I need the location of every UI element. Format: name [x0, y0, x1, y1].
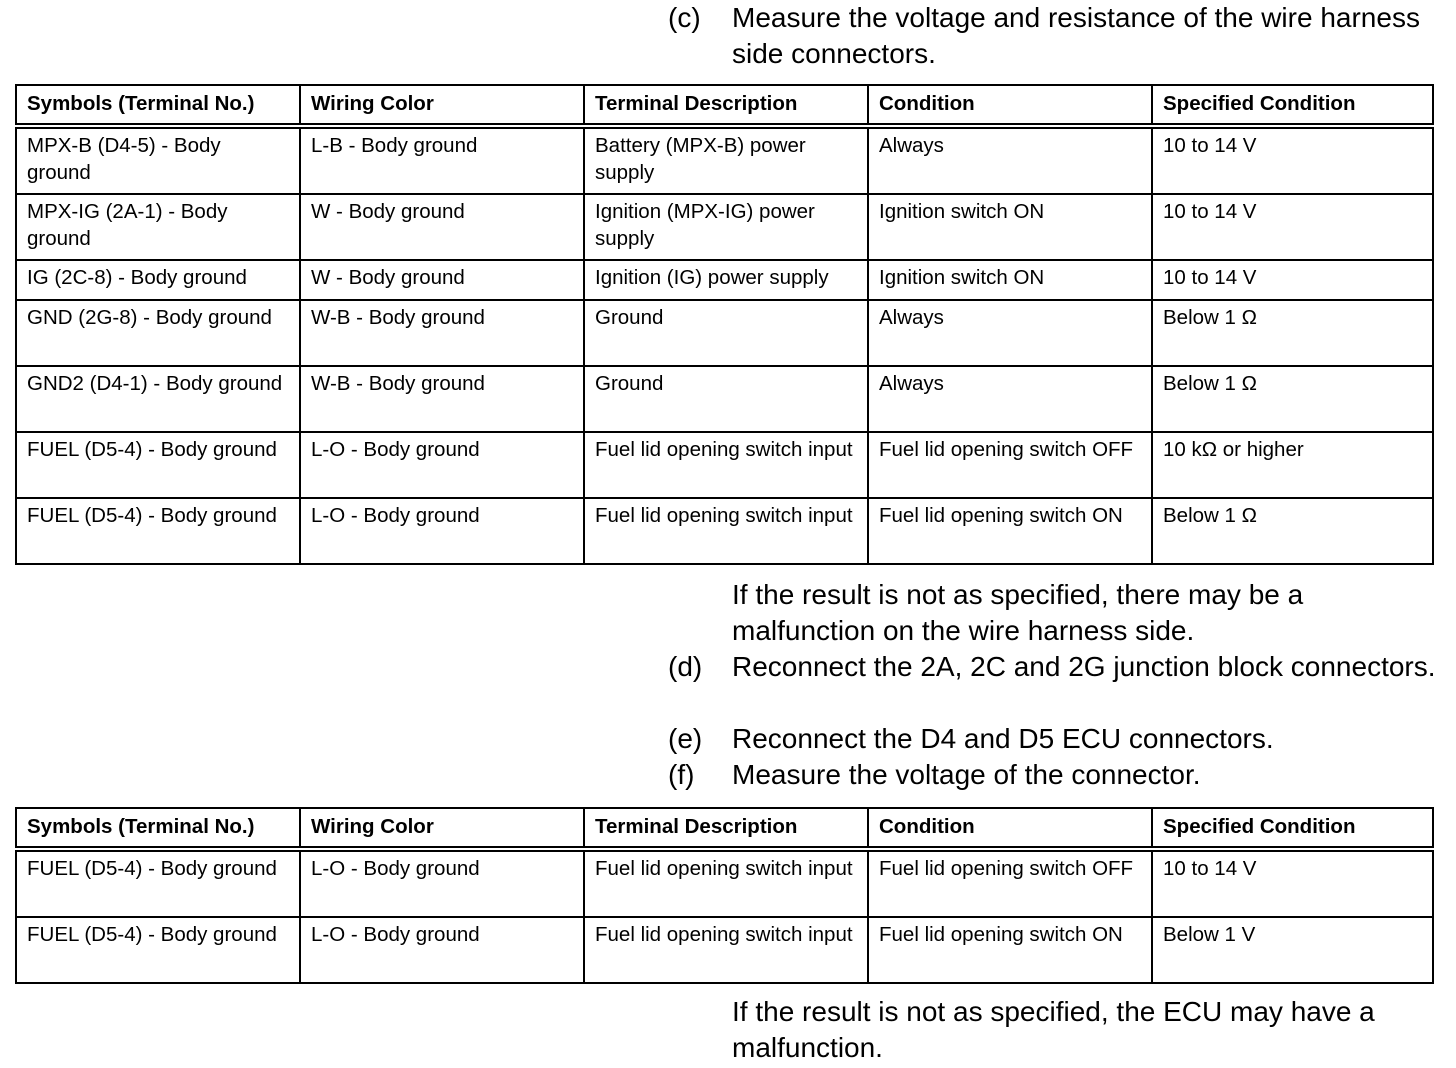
table-row [16, 260, 1433, 300]
step-d [668, 649, 1438, 685]
header-terminal-description: Terminal Description [584, 808, 868, 849]
cell-wiring-color: L-O - Body ground [300, 498, 584, 564]
cell-symbols: FUEL (D5-4) - Body ground [16, 917, 300, 983]
cell-specified-condition: Below 1 Ω [1152, 366, 1433, 432]
header-terminal-description: Terminal Description [584, 85, 868, 126]
cell-symbols: FUEL (D5-4) - Body ground [16, 432, 300, 498]
cell-condition: Fuel lid opening switch ON [868, 498, 1152, 564]
ecu-malfunction-note: If the result is not as specified, the ECU may have a malfunction. [732, 996, 1375, 1063]
step-c [668, 0, 1438, 72]
table-row [16, 300, 1433, 366]
header-wiring-color: Wiring Color [300, 808, 584, 849]
cell-terminal-description: Fuel lid opening switch input [584, 917, 868, 983]
step-e-letter: (e) [668, 723, 703, 754]
cell-condition: Ignition switch ON [868, 260, 1152, 300]
connector-voltage-spec-table [15, 807, 1434, 984]
cell-specified-condition: 10 to 14 V [1152, 194, 1433, 260]
table-row [16, 126, 1433, 194]
cell-condition: Fuel lid opening switch OFF [868, 849, 1152, 917]
cell-specified-condition: Below 1 Ω [1152, 300, 1433, 366]
cell-wiring-color: W-B - Body ground [300, 366, 584, 432]
table-row [16, 849, 1433, 917]
cell-condition: Fuel lid opening switch OFF [868, 432, 1152, 498]
table-header-row [16, 85, 1433, 126]
cell-condition: Always [868, 126, 1152, 194]
cell-condition: Ignition switch ON [868, 194, 1152, 260]
cell-symbols: MPX-IG (2A-1) - Body ground [16, 194, 300, 260]
table-row [16, 917, 1433, 983]
cell-terminal-description: Fuel lid opening switch input [584, 849, 868, 917]
header-wiring-color: Wiring Color [300, 85, 584, 126]
step-d-letter: (d) [668, 651, 703, 682]
cell-symbols: FUEL (D5-4) - Body ground [16, 498, 300, 564]
step-f-letter: (f) [668, 759, 695, 790]
cell-wiring-color: L-O - Body ground [300, 432, 584, 498]
header-symbols: Symbols (Terminal No.) [16, 808, 300, 849]
table-row [16, 432, 1433, 498]
table-row [16, 194, 1433, 260]
cell-wiring-color: W - Body ground [300, 260, 584, 300]
cell-terminal-description: Fuel lid opening switch input [584, 498, 868, 564]
step-c-text: Measure the voltage and resistance of the wire harness side connectors. [732, 2, 1420, 69]
cell-wiring-color: W-B - Body ground [300, 300, 584, 366]
cell-specified-condition: 10 to 14 V [1152, 849, 1433, 917]
cell-wiring-color: W - Body ground [300, 194, 584, 260]
cell-condition: Always [868, 366, 1152, 432]
cell-specified-condition: 10 to 14 V [1152, 260, 1433, 300]
cell-symbols: MPX-B (D4-5) - Body ground [16, 126, 300, 194]
header-specified-condition: Specified Condition [1152, 85, 1433, 126]
cell-specified-condition: 10 to 14 V [1152, 126, 1433, 194]
cell-symbols: IG (2C-8) - Body ground [16, 260, 300, 300]
step-d-text: Reconnect the 2A, 2C and 2G junction block connectors. [732, 651, 1436, 682]
cell-specified-condition: 10 kΩ or higher [1152, 432, 1433, 498]
cell-terminal-description: Ground [584, 300, 868, 366]
step-f [668, 757, 1438, 793]
cell-specified-condition: Below 1 V [1152, 917, 1433, 983]
header-specified-condition: Specified Condition [1152, 808, 1433, 849]
cell-wiring-color: L-O - Body ground [300, 849, 584, 917]
cell-terminal-description: Battery (MPX-B) power supply [584, 126, 868, 194]
header-condition: Condition [868, 85, 1152, 126]
harness-malfunction-note: If the result is not as specified, there may be a malfunction on the wire harness side. [732, 579, 1304, 646]
cell-wiring-color: L-B - Body ground [300, 126, 584, 194]
cell-terminal-description: Fuel lid opening switch input [584, 432, 868, 498]
cell-terminal-description: Ground [584, 366, 868, 432]
cell-symbols: FUEL (D5-4) - Body ground [16, 849, 300, 917]
step-c-letter: (c) [668, 2, 701, 33]
table-row [16, 498, 1433, 564]
table-header-row [16, 808, 1433, 849]
step-e-text: Reconnect the D4 and D5 ECU connectors. [732, 723, 1274, 754]
header-condition: Condition [868, 808, 1152, 849]
step-f-text: Measure the voltage of the connector. [732, 759, 1201, 790]
cell-condition: Fuel lid opening switch ON [868, 917, 1152, 983]
cell-wiring-color: L-O - Body ground [300, 917, 584, 983]
table-row [16, 366, 1433, 432]
harness-side-spec-table [15, 84, 1434, 565]
cell-specified-condition: Below 1 Ω [1152, 498, 1433, 564]
cell-terminal-description: Ignition (IG) power supply [584, 260, 868, 300]
cell-condition: Always [868, 300, 1152, 366]
cell-symbols: GND (2G-8) - Body ground [16, 300, 300, 366]
step-e [668, 721, 1438, 757]
header-symbols: Symbols (Terminal No.) [16, 85, 300, 126]
cell-symbols: GND2 (D4-1) - Body ground [16, 366, 300, 432]
cell-terminal-description: Ignition (MPX-IG) power supply [584, 194, 868, 260]
